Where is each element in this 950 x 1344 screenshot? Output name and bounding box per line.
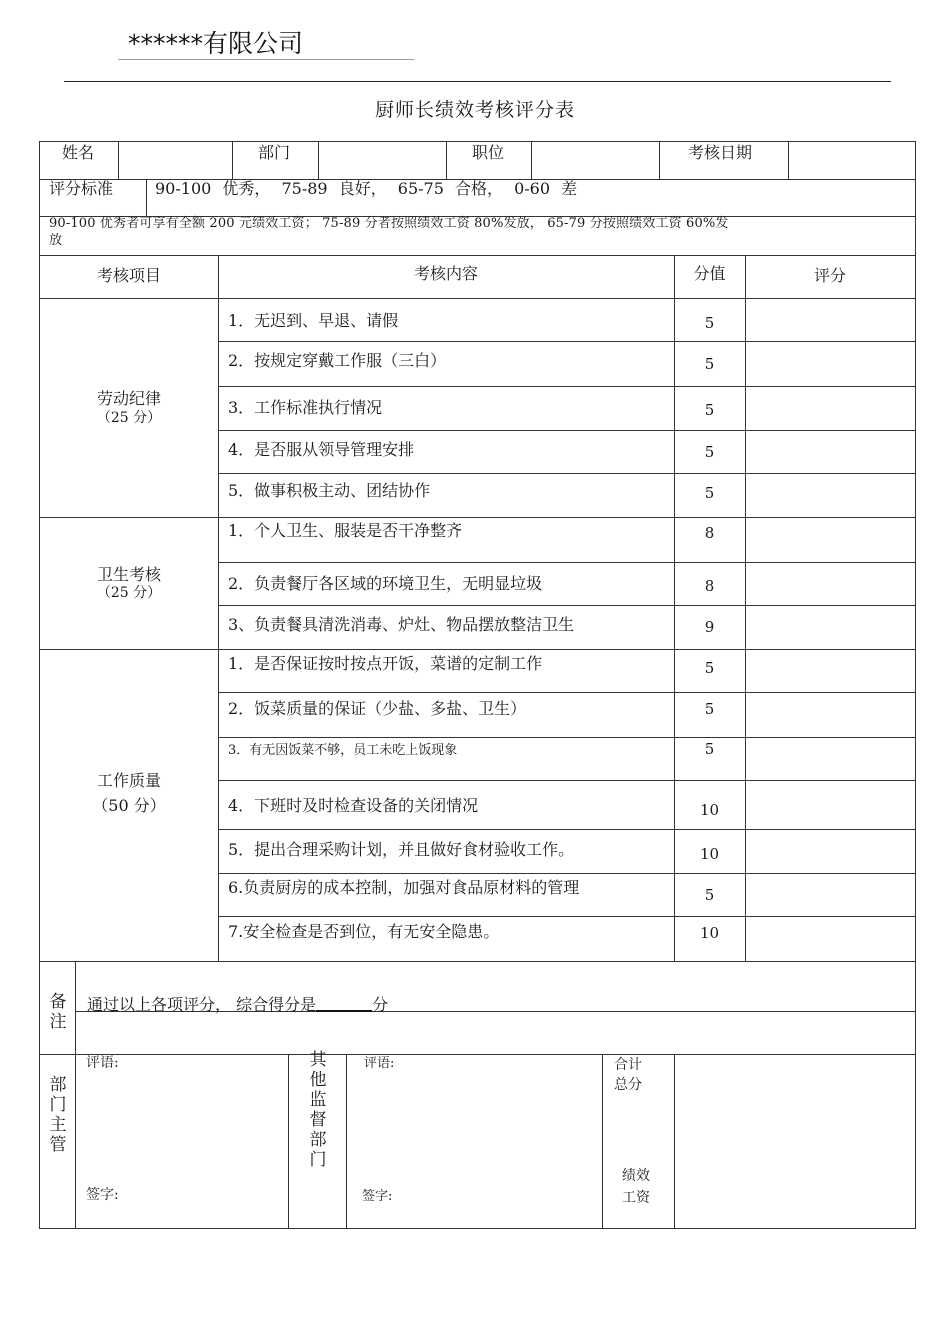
item-content: 4．下班时及时检查设备的关闭情况 <box>228 796 479 815</box>
col-header-points: 分值 <box>693 264 726 283</box>
item-content: 1．个人卫生、服装是否干净整齐 <box>228 521 463 540</box>
performance-pay-label: 绩效工资 <box>622 1168 650 1206</box>
score-input[interactable] <box>746 387 915 430</box>
total-score-field[interactable] <box>675 1055 915 1228</box>
remarks-text-before: 通过以上各项评分， 综合得分是 <box>87 995 317 1014</box>
item-points: 5 <box>704 314 715 332</box>
section-name: 劳动纪律 <box>96 389 161 408</box>
section-name: 卫生考核 <box>96 565 161 584</box>
col-header-score: 评分 <box>813 266 846 285</box>
position-label: 职位 <box>472 143 505 162</box>
item-points: 5 <box>704 700 715 718</box>
other-dept-label: 其他监督部门 <box>309 1050 327 1170</box>
item-content: 1．是否保证按时按点开饭，菜谱的定制工作 <box>228 654 543 673</box>
item-points: 5 <box>704 659 715 677</box>
item-content: 4．是否服从领导管理安排 <box>228 440 415 459</box>
item-content: 7.安全检查是否到位，有无安全隐患。 <box>228 922 500 941</box>
item-points: 10 <box>699 845 720 863</box>
criteria-text: 90-100 优秀， 75-89 良好， 65-75 合格， 0-60 差 <box>155 179 578 198</box>
position-field[interactable] <box>532 142 659 179</box>
item-points: 5 <box>704 401 715 419</box>
item-points: 9 <box>704 618 715 636</box>
section-total: （25 分） <box>96 410 162 426</box>
total-score-label: 合计总分 <box>614 1057 642 1093</box>
item-points: 8 <box>704 524 715 542</box>
other-sign-label: 签字: <box>362 1189 393 1204</box>
item-content: 3．有无因饭菜不够，员工未吃上饭现象 <box>228 743 458 758</box>
item-points: 10 <box>699 924 720 942</box>
score-input[interactable] <box>746 693 915 737</box>
item-content: 2．负责餐厅各区域的环境卫生，无明显垃圾 <box>228 574 543 593</box>
item-content: 1．无迟到、早退、请假 <box>228 311 399 330</box>
item-points: 5 <box>704 886 715 904</box>
score-input[interactable] <box>746 917 915 961</box>
score-input[interactable] <box>746 738 915 780</box>
date-label: 考核日期 <box>688 143 753 162</box>
remarks-text-after: 分 <box>372 995 389 1014</box>
section-total: （50 分） <box>92 796 166 815</box>
item-points: 5 <box>704 484 715 502</box>
criteria-label: 评分标准 <box>49 179 114 198</box>
item-points: 10 <box>699 801 720 819</box>
company-name: ******有限公司 <box>118 28 414 60</box>
score-input[interactable] <box>746 781 915 829</box>
header-divider <box>64 81 891 82</box>
score-input[interactable] <box>746 474 915 517</box>
col-header-item: 考核项目 <box>96 266 161 285</box>
date-field[interactable] <box>789 142 915 179</box>
score-input[interactable] <box>746 518 915 562</box>
item-content: 3、负责餐具清洗消毒、炉灶、物品摆放整洁卫生 <box>228 615 575 634</box>
other-comment-label: 评语: <box>364 1056 395 1071</box>
item-points: 5 <box>704 740 715 758</box>
remarks-label: 备注 <box>49 992 67 1032</box>
form-title: 厨师长绩效考核评分表 <box>374 99 575 121</box>
other-comment-area[interactable] <box>352 1074 598 1184</box>
col-header-content: 考核内容 <box>413 264 478 283</box>
item-content: 3．工作标准执行情况 <box>228 398 383 417</box>
score-input[interactable] <box>746 874 915 916</box>
score-input[interactable] <box>746 563 915 605</box>
score-input[interactable] <box>746 299 915 341</box>
remarks-text <box>87 994 388 1014</box>
item-content: 6.负责厨房的成本控制，加强对食品原材料的管理 <box>228 878 580 897</box>
dept-comment-label: 评语: <box>86 1055 119 1071</box>
score-input[interactable] <box>746 830 915 873</box>
total-score-blank[interactable] <box>316 994 372 1012</box>
name-label: 姓名 <box>62 143 95 162</box>
item-content: 5．做事积极主动、团结协作 <box>228 481 431 500</box>
score-input[interactable] <box>746 606 915 649</box>
section-name: 工作质量 <box>96 771 161 790</box>
pay-rule-line2: 放 <box>49 233 63 248</box>
item-content: 2．饭菜质量的保证（少盐、多盐、卫生） <box>228 699 527 718</box>
dept-sign-label: 签字: <box>86 1187 119 1203</box>
section-total: （25 分） <box>96 585 162 601</box>
score-input[interactable] <box>746 342 915 386</box>
name-field[interactable] <box>119 142 232 179</box>
score-input[interactable] <box>746 431 915 473</box>
score-input[interactable] <box>746 650 915 692</box>
dept-comment-area[interactable] <box>80 1074 284 1184</box>
pay-rule-line1: 90-100 优秀者可享有全额 200 元绩效工资； 75-89 分者按照绩效工资 80%发放， 65-79 分按照绩效工资 60%发 <box>49 216 729 231</box>
item-content: 2．按规定穿戴工作服（三白） <box>228 351 447 370</box>
item-points: 5 <box>704 443 715 461</box>
dept-supervisor-label: 部门主管 <box>49 1075 67 1155</box>
dept-label: 部门 <box>258 143 291 162</box>
item-content: 5．提出合理采购计划，并且做好食材验收工作。 <box>228 840 575 859</box>
item-points: 5 <box>704 355 715 373</box>
dept-field[interactable] <box>319 142 446 179</box>
item-points: 8 <box>704 577 715 595</box>
